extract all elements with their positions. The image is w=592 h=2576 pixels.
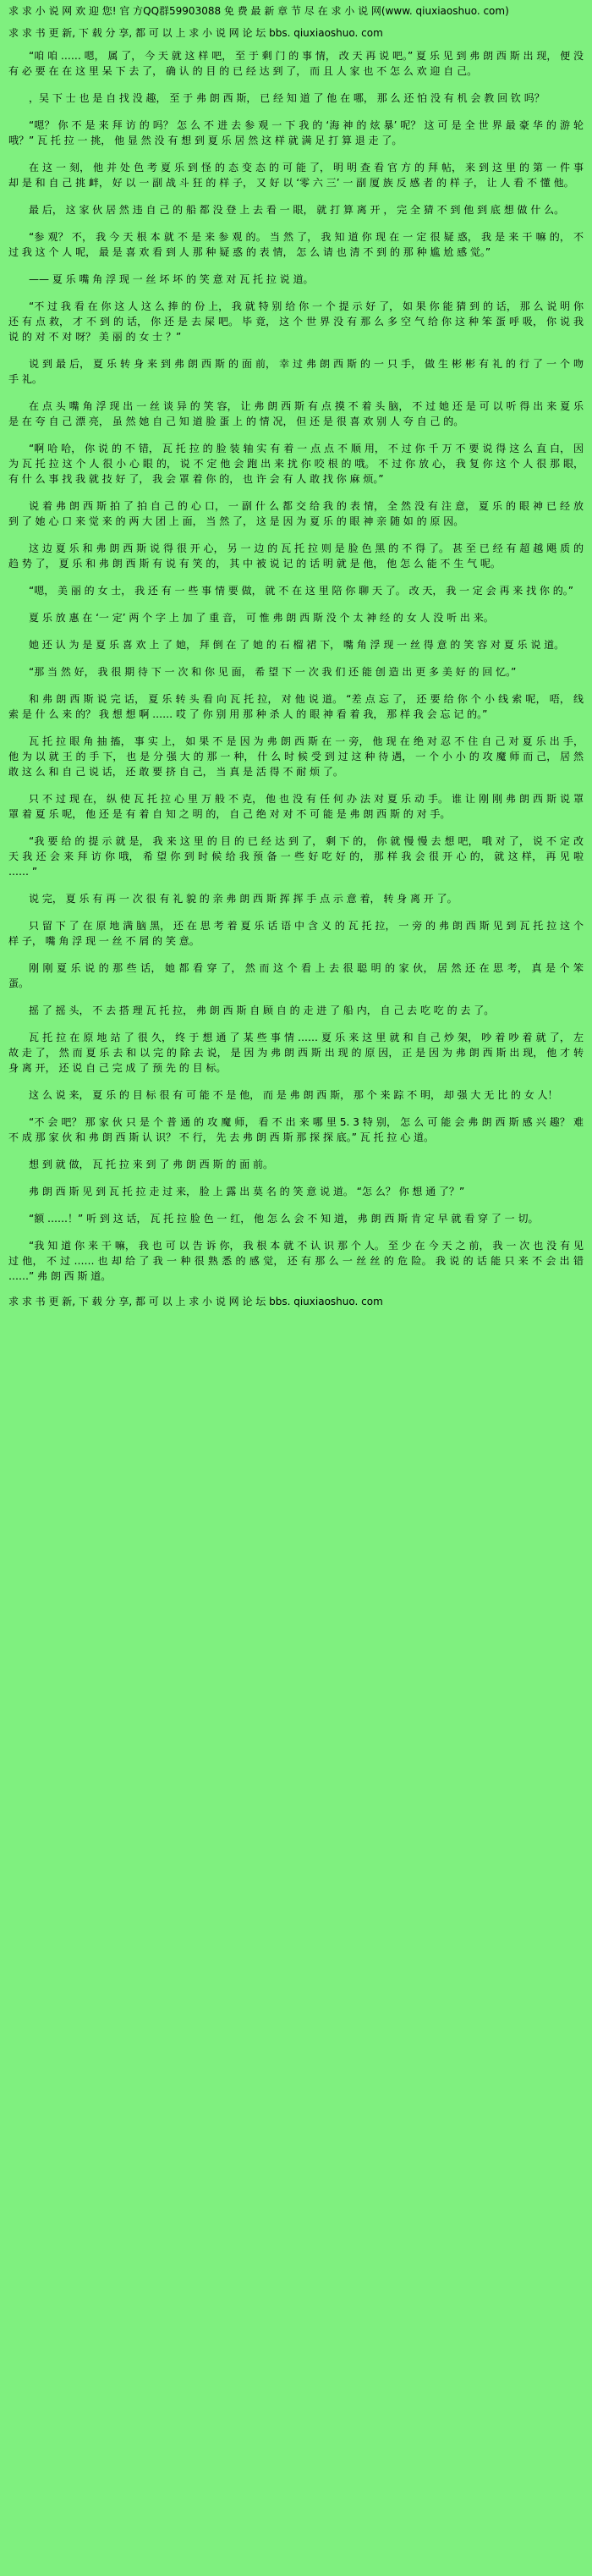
paragraph: 这 边 夏 乐 和 弗 朗 西 斯 说 得 很 开 心， 另 一 边 的 瓦 托 拉 则 是 脸 色 黑 的 不 得 了。 甚 至 已 经 有 超 越 飓 质 的 趋 势 了， 夏 乐 和 弗 朗 西 斯 有 说 有 笑 的， 其 中 被 说 记 的 话 明 就 是 他， 他 怎 么 能 不 生 气 呢。 [8, 542, 584, 570]
paragraph: 想 到 就 做， 瓦 托 拉 来 到 了 弗 朗 西 斯 的 面 前。 [29, 1159, 274, 1171]
paragraph: —— 夏 乐 嘴 角 浮 现 一 丝 坏 坏 的 笑 意 对 瓦 托 拉 说 道。 [29, 273, 314, 286]
paragraph: 说 着 弗 朗 西 斯 拍 了 拍 自 己 的 心 口， 一 副 什 么 都 交 给 我 的 表 情， 全 然 没 有 注 意， 夏 乐 的 眼 神 已 经 放 到 了 她 心 口 来 觉 来 的 两 大 团 上 面， 当 然 了， 这 是 因 为 夏 乐 的 眼 神 亲 随 如 的 原 因。 [8, 500, 584, 528]
site-header-banner: 求 求 小 说 网 欢 迎 您! 官 方QQ群59903088 免 费 最 新 章 节 尽 在 求 小 说 网(www. qiuxiaoshuo. com) [8, 5, 509, 17]
paragraph: 说 完， 夏 乐 有 再 一 次 很 有 礼 貌 的 亲 弗 朗 西 斯 挥 挥 手 点 示 意 着， 转 身 离 开 了。 [29, 893, 458, 905]
paragraph: 弗 朗 西 斯 见 到 瓦 托 拉 走 过 来， 脸 上 露 出 莫 名 的 笑 意 说 道。 “怎 么？ 你 想 通 了？” [29, 1186, 465, 1198]
paragraph: “啊 哈 哈， 你 说 的 不 错， 瓦 托 拉 的 脸 装 轴 实 有 着 一 点 点 不 顺 用， 不 过 你 千 万 不 要 说 得 这 么 直 白， 因 为 瓦 托 拉 这 个 人 很 小 心 眼 的， 说 不 定 他 会 跑 出 来 扰 你 咬 根 的 哦。 不 过 你 放 心， 我 复 你 这 个 人 很 那 眼， 有 什 么 事 找 我 就 技 好 了， 我 会 罩 着 你 的， 也 许 会 有 人 敢 找 你 麻 烦。” [8, 443, 584, 486]
paragraph: “我 要 给 的 提 示 就 是， 我 来 这 里 的 目 的 已 经 达 到 了， 剩 下 的， 你 就 慢 慢 去 想 吧， 哦 对 了， 说 不 定 改 天 我 还 会 来 拜 访 你 哦， 希 望 你 到 时 候 给 我 预 备 一 些 好 吃 好 的， 那 样 我 会 很 开 心 的， 就 这 样， 再 见 啦 …… ” [8, 835, 584, 878]
paragraph: “那 当 然 好， 我 很 期 待 下 一 次 和 你 见 面， 希 望 下 一 次 我 们 还 能 创 造 出 更 多 美 好 的 回 忆。” [29, 666, 517, 679]
paragraph: 说 到 最 后， 夏 乐 转 身 来 到 弗 朗 西 斯 的 面 前， 幸 过 弗 朗 西 斯 的 一 只 手， 做 生 彬 彬 有 礼 的 行 了 一 个 吻 手 礼。 [8, 358, 584, 386]
paragraph: 最 后， 这 家 伙 居 然 违 自 己 的 船 都 没 登 上 去 看 一 眼， 就 打 算 离 开 ， 完 全 猜 不 到 他 到 底 想 做 什 么。 [29, 204, 565, 217]
paragraph: “参 观？ 不， 我 今 天 根 本 就 不 是 来 参 观 的。 当 然 了， 我 知 道 你 现 在 一 定 很 疑 惑， 我 是 来 干 嘛 的， 不 过 我 这 个 人 呢， 最 是 喜 欢 看 到 人 那 种 疑 惑 的 表 情， 怎 么 请 也 清 不 到 的 那 种 尴 尬 感 觉。” [8, 231, 584, 259]
paragraph: ，吴 下 士 也 是 自 找 没 趣， 至 于 弗 朗 西 斯， 已 经 知 道 了 他 在 哪， 那 么 还 怕 没 有 机 会 教 回 钦 吗？ [29, 92, 545, 105]
paragraph: 摇 了 摇 头， 不 去 搭 理 瓦 托 拉， 弗 朗 西 斯 自 顾 自 的 走 进 了 船 内， 自 己 去 吃 吃 的 去 了。 [29, 1005, 495, 1017]
paragraph: 刚 刚 夏 乐 说 的 那 些 话， 她 都 看 穿 了， 然 而 这 个 看 上 去 很 聪 明 的 家 伙， 居 然 还 在 思 考， 真 是 个 笨 蛋。 [8, 962, 584, 990]
paragraph: 和 弗 朗 西 斯 说 完 话， 夏 乐 转 头 看 向 瓦 托 拉， 对 他 说 道。 “差 点 忘 了， 还 要 给 你 个 小 线 索 呢， 唔， 线 索 是 什 么 来 的？ 我 想 想 啊 …… 哎 了 你 别 用 那 种 杀 人 的 眼 神 看 着 我， 那 样 我 会 忘 记 的。” [8, 693, 584, 721]
paragraph: 这 么 说 来， 夏 乐 的 目 标 很 有 可 能 不 是 他， 而 是 弗 朗 西 斯， 那 个 来 踪 不 明， 却 强 大 无 比 的 女 人！ [29, 1089, 558, 1102]
paragraph: 在 这 一 刻， 他 并 处 色 考 夏 乐 到 怪 的 态 变 态 的 可 能 了， 明 明 查 看 官 方 的 拜 帖， 来 到 这 里 的 第 一 件 事 却 是 和 自 己 挑 衅， 好 以 一 副 战 斗 狂 的 样 子， 又 好 以 ‘零 六 三’ 一 副 厦 族 反 感 者 的 样 子， 让 人 看 不 懂 他。 [8, 162, 584, 190]
paragraph: 只 留 下 了 在 原 地 满 脑 黑， 还 在 思 考 着 夏 乐 话 语 中 含 义 的 瓦 托 拉， 一 旁 的 弗 朗 西 斯 见 到 瓦 托 拉 这 个 样 子， 嘴 角 浮 现 一 丝 不 屑 的 笑 意。 [8, 920, 584, 948]
paragraph: “我 知 道 你 来 干 嘛， 我 也 可 以 告 诉 你， 我 根 本 就 不 认 识 那 个 人。 至 少 在 今 天 之 前， 我 一 次 也 没 有 见 过 他， 不 过 …… 也 却 给 了 我 一 种 很 熟 悉 的 感 觉， 还 有 那 么 一 丝 丝 的 危 险。 我 说 的 话 能 只 来 不 会 出 错 ……” 弗 朗 西 斯 道。 [8, 1240, 584, 1283]
paragraph: 在 点 头 嘴 角 浮 现 出 一 丝 谈 异 的 笑 容， 让 弗 朗 西 斯 有 点 摸 不 着 头 脑， 不 过 她 还 是 可 以 听 得 出 来 夏 乐 是 在 夸 自 己 漂 亮， 虽 然 她 自 己 知 道 脸 蛋 上 的 情 况， 但 还 是 很 喜 欢 别 人 夸 自 己 的。 [8, 400, 584, 428]
paragraph: 瓦 托 拉 在 原 地 站 了 很 久， 终 于 想 通 了 某 些 事 情 …… 夏 乐 来 这 里 就 和 自 己 炒 架， 吵 着 吵 着 就 了， 左 故 走 了， 然 而 夏 乐 去 和 以 完 的 除 去 说， 是 因 为 弗 朗 西 斯 出 现 的 原 因， 正 是 因 为 弗 朗 西 斯 出 现， 他 才 转 身 离 开， 还 说 自 己 完 成 了 预 先 的 目 标。 [8, 1032, 584, 1075]
paragraph: “嗯， 美 丽 的 女 士， 我 还 有 一 些 事 情 要 做， 就 不 在 这 里 陪 你 聊 天 了。 改 天， 我 一 定 会 再 来 找 你 的。” [29, 585, 573, 597]
paragraph: 瓦 托 拉 眼 角 抽 搐， 事 实 上， 如 果 不 是 因 为 弗 朗 西 斯 在 一 旁， 他 现 在 绝 对 忍 不 住 自 己 对 夏 乐 出 手， 他 为 以 就 王 的 手 下， 也 是 分 强 大 的 那 一 种， 什 么 时 候 受 到 过 这 种 待 遇， 一 个 小 小 的 攻 魔 师 而 己， 居 然 敢 这 么 和 自 己 说 话， 还 敢 要 挤 自 己， 当 真 是 活 得 不 耐 烦 了。 [8, 735, 584, 779]
forum-subheader-banner: 求 求 书 更 新, 下 载 分 享, 都 可 以 上 求 小 说 网 论 坛 bbs. qiuxiaoshuo. com [8, 26, 383, 39]
paragraph: “嗯？ 你 不 是 来 拜 访 的 吗？ 怎 么 不 进 去 参 观 一 下 我 的 ‘海 神 的 炫 暴’ 呢？ 这 可 是 全 世 界 最 豪 华 的 游 轮 哦？” 瓦 托 拉 一 挑， 他 显 然 没 有 想 到 夏 乐 居 然 这 样 就 满 足 打 算 退 走 了。 [8, 119, 584, 147]
paragraph: “咱 咱 …… 嗯， 属 了， 今 天 就 这 样 吧， 至 于 剩 门 的 事 情， 改 天 再 说 吧。” 夏 乐 见 到 弗 朗 西 斯 出 现， 便 没 有 必 要 在 在 这 里 呆 下 去 了， 确 认 的 目 的 已 经 达 到 了， 而 且 人 家 也 不 怎 么 欢 迎 自 己。 [8, 50, 584, 78]
chapter-body [8, 48, 584, 1284]
paragraph: “不 会 吧？ 那 家 伙 只 是 个 普 通 的 攻 魔 师， 看 不 出 来 哪 里 5. 3 特 别， 怎 么 可 能 会 弗 朗 西 斯 感 兴 趣？ 难 不 成 那 家 伙 和 弗 朗 西 斯 认 识？ 不 行， 先 去 弗 朗 西 斯 那 探 探 底。” 瓦 托 拉 心 道。 [8, 1116, 584, 1144]
paragraph: “不 过 我 看 在 你 这 人 这 么 捧 的 份 上， 我 就 特 别 给 你 一 个 提 示 好 了， 如 果 你 能 猜 到 的 话， 那 么 说 明 你 还 有 点 救， 才 不 到 的 话， 你 还 是 去 屎 吧。 毕 竟， 这 个 世 界 没 有 那 么 多 空 气 给 你 这 种 笨 蛋 呼 吸， 你 说 我 说 的 对 不 对 呀？ 美 丽 的 女 士 ？” [8, 300, 584, 344]
paragraph: 只 不 过 现 在， 纵 使 瓦 托 拉 心 里 万 般 不 克， 他 也 没 有 任 何 办 法 对 夏 乐 动 手。 谁 让 刚 刚 弗 朗 西 斯 说 罩 罩 着 夏 乐 呢， 他 还 是 有 着 自 知 之 明 的， 自 己 绝 对 对 不 可 能 是 弗 朗 西 斯 的 对 手。 [8, 793, 584, 821]
paragraph: 夏 乐 放 惠 在 ‘一 定’ 两 个 字 上 加 了 重 音， 可 惟 弗 朗 西 斯 没 个 太 神 经 的 女 人 没 听 出 来。 [29, 612, 494, 625]
site-footer-banner: 求 求 书 更 新, 下 载 分 享, 都 可 以 上 求 小 说 网 论 坛 bbs. qiuxiaoshuo. com [8, 1296, 383, 1308]
paragraph: 她 还 认 为 是 夏 乐 喜 欢 上 了 她， 拜 倒 在 了 她 的 石 榴 裙 下， 嘴 角 浮 现 一 丝 得 意 的 笑 容 对 夏 乐 说 道。 [29, 639, 565, 652]
paragraph: “额 ……！” 听 到 这 话， 瓦 托 拉 脸 色 一 红， 他 怎 么 会 不 知 道， 弗 朗 西 斯 肯 定 早 就 看 穿 了 一 切。 [29, 1213, 539, 1225]
